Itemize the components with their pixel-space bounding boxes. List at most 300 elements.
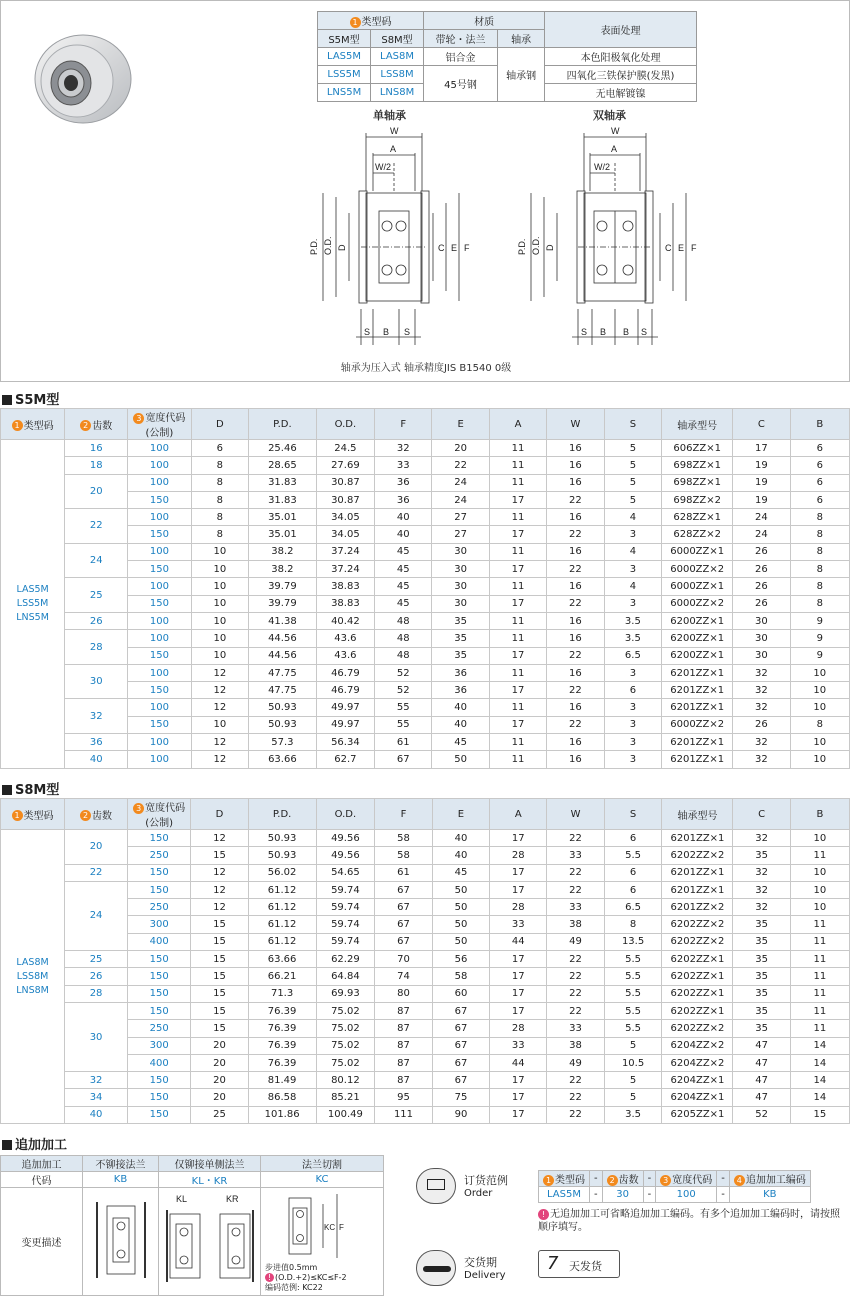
table-cell: 44 (490, 933, 547, 950)
table-cell: 86.58 (248, 1089, 316, 1106)
table-row (1, 509, 850, 526)
table-cell: 16 (547, 578, 604, 595)
table-cell: 6201ZZ×1 (662, 830, 733, 847)
table-cell: 63.66 (248, 951, 316, 968)
table-cell: 30.87 (316, 491, 374, 508)
col-header: S (604, 799, 662, 830)
teeth-cell: 34 (65, 1089, 128, 1106)
table-cell: 250 (128, 899, 191, 916)
table-cell: 4 (604, 509, 662, 526)
table-cell: 26 (733, 543, 790, 560)
table-cell: 3.5 (604, 612, 662, 629)
table-cell: 100 (128, 474, 191, 491)
table-cell: 606ZZ×1 (662, 440, 733, 457)
table-cell: 38.2 (249, 543, 317, 560)
table-cell: 87 (375, 1054, 433, 1071)
col-header: 轴承型号 (662, 799, 733, 830)
table-cell: 628ZZ×2 (662, 526, 733, 543)
table-cell: 6201ZZ×1 (662, 664, 733, 681)
table-cell: 87 (375, 1002, 433, 1019)
table-cell: 67 (432, 1054, 489, 1071)
table-cell: 28 (490, 1020, 547, 1037)
table-cell: 50.93 (249, 716, 317, 733)
table-cell: 76.39 (248, 1054, 316, 1071)
type-code-cell: LAS5M LSS5M LNS5M (1, 440, 65, 769)
table-cell: 150 (128, 968, 191, 985)
col-header: E (432, 799, 489, 830)
table-cell: 36 (432, 664, 489, 681)
table-cell: 100 (128, 734, 191, 751)
table-cell: 40.42 (316, 612, 374, 629)
table-cell: 15 (191, 985, 248, 1002)
table-cell: 75 (432, 1089, 489, 1106)
table-cell: 35 (432, 647, 489, 664)
teeth-cell: 40 (65, 751, 128, 768)
table-cell: 47 (733, 1072, 790, 1089)
table-cell: 66.21 (248, 968, 316, 985)
teeth-cell: 25 (65, 951, 128, 968)
table-cell: 16 (547, 440, 604, 457)
table-cell: 45 (375, 543, 432, 560)
table-cell: 30 (432, 578, 489, 595)
table-cell: 10 (191, 716, 248, 733)
table-row (1, 1072, 850, 1089)
table-cell: 49 (547, 1054, 604, 1071)
table-cell: 61.12 (248, 881, 316, 898)
svg-text:D: D (545, 244, 555, 251)
table-cell: 38 (547, 916, 604, 933)
table-cell: 150 (128, 526, 191, 543)
svg-text:E: E (451, 243, 458, 253)
table-cell: 100 (128, 664, 191, 681)
svg-text:P.D.: P.D. (517, 238, 527, 255)
table-cell: 17 (490, 1002, 547, 1019)
table-cell: 15 (191, 951, 248, 968)
table-cell: 150 (128, 1002, 191, 1019)
table-cell: 76.39 (248, 1002, 316, 1019)
table-cell: 16 (547, 630, 604, 647)
table-row (1, 578, 850, 595)
table-row (1, 630, 850, 647)
table-cell: 5.5 (604, 847, 662, 864)
table-cell: 67 (375, 916, 433, 933)
table-cell: 3 (604, 526, 662, 543)
col-header: C (733, 409, 790, 440)
table-cell: 16 (547, 751, 604, 768)
table-cell: 47 (733, 1054, 790, 1071)
table-cell: 8 (191, 526, 248, 543)
table-cell: 3 (604, 734, 662, 751)
table-row (1, 543, 850, 560)
material-table: 1 类型码 材质 表面处理 S5M型 S8M型 带轮・法兰 轴承 LAS5M LAS8M 铝合金 轴承钢 本色阳极氧化处理 LSS5M LSS8M 45号钢 四氧化三铁保护膜(发黑) LNS5M LNS8M 无电解镀镍 (317, 11, 697, 102)
table-cell: 17 (489, 561, 546, 578)
table-cell: 55 (375, 716, 432, 733)
table-cell: 45 (375, 578, 432, 595)
table-cell: 150 (128, 647, 191, 664)
svg-text:F: F (464, 243, 470, 253)
table-cell: 16 (547, 457, 604, 474)
table-row (1, 561, 850, 578)
table-cell: 43.6 (316, 630, 374, 647)
table-cell: 100 (128, 751, 191, 768)
table-cell: 9 (790, 612, 849, 629)
table-cell: 22 (547, 595, 604, 612)
order-label: 订货范例 (464, 1174, 508, 1187)
table-cell: 61.12 (248, 899, 316, 916)
table-cell: 17 (489, 526, 546, 543)
double-bearing-drawing (516, 123, 706, 355)
table-cell: 36 (375, 474, 432, 491)
table-cell: 11 (790, 933, 849, 950)
table-cell: 52 (375, 664, 432, 681)
table-cell: 35 (733, 951, 790, 968)
table-cell: 17 (490, 1106, 547, 1123)
col-header: 1 类型码 (1, 799, 65, 830)
table-cell: 10 (790, 751, 849, 768)
table-cell: 81.49 (248, 1072, 316, 1089)
table-cell: 6200ZZ×1 (662, 612, 733, 629)
table-cell: 46.79 (316, 682, 374, 699)
table-cell: 22 (547, 830, 604, 847)
table-cell: 698ZZ×1 (662, 474, 733, 491)
kb-drawing (83, 1188, 159, 1296)
svg-text:F: F (691, 243, 697, 253)
table-cell: 11 (489, 578, 546, 595)
delivery-label: 交货期 (464, 1256, 497, 1269)
col-header: A (489, 409, 546, 440)
table-cell: 30 (733, 647, 790, 664)
table-cell: 100 (128, 630, 191, 647)
table-cell: 59.74 (316, 899, 375, 916)
col-header: O.D. (316, 799, 375, 830)
table-cell: 6 (604, 881, 662, 898)
table-cell: 35.01 (249, 526, 317, 543)
table-cell: 45 (375, 561, 432, 578)
table-cell: 87 (375, 1020, 433, 1037)
table-cell: 50 (432, 751, 489, 768)
table-cell: 40 (432, 716, 489, 733)
table-cell: 47 (733, 1089, 790, 1106)
table-cell: 49.56 (316, 830, 375, 847)
table-cell: 9 (790, 630, 849, 647)
table-row (1, 440, 850, 457)
table-cell: 14 (790, 1054, 849, 1071)
svg-text:KC: KC (324, 1223, 336, 1232)
table-cell: 5.5 (604, 1002, 662, 1019)
table-cell: 85.21 (316, 1089, 375, 1106)
table-cell: 57.3 (249, 734, 317, 751)
col-header: D (191, 799, 248, 830)
table-cell: 3 (604, 664, 662, 681)
table-cell: 45 (432, 864, 489, 881)
table-cell: 6 (604, 864, 662, 881)
table-cell: 6 (191, 440, 248, 457)
table-cell: 27 (432, 526, 489, 543)
table-cell: 15 (191, 847, 248, 864)
table-cell: 14 (790, 1089, 849, 1106)
table-cell: 150 (128, 716, 191, 733)
table-cell: 37.24 (316, 561, 374, 578)
svg-text:D: D (337, 244, 347, 251)
table-cell: 16 (547, 543, 604, 560)
table-row (1, 1106, 850, 1123)
single-bearing-title: 单轴承 (373, 109, 406, 122)
table-cell: 20 (191, 1072, 248, 1089)
table-row (1, 682, 850, 699)
table-cell: 32 (733, 682, 790, 699)
table-cell: 30 (733, 612, 790, 629)
table-cell: 5 (604, 440, 662, 457)
table-cell: 10 (790, 830, 849, 847)
table-cell: 34.05 (316, 509, 374, 526)
table-cell: 22 (547, 491, 604, 508)
table-cell: 6 (604, 830, 662, 847)
table-cell: 22 (547, 716, 604, 733)
table-cell: 90 (432, 1106, 489, 1123)
table-cell: 80 (375, 985, 433, 1002)
table-cell: 3 (604, 699, 662, 716)
bearing-note: 轴承为压入式 轴承精度JIS B1540 0级 (340, 363, 512, 374)
table-cell: 100 (128, 699, 191, 716)
table-cell: 6201ZZ×1 (662, 682, 733, 699)
table-cell: 300 (128, 916, 191, 933)
table-cell: 95 (375, 1089, 433, 1106)
table-cell: 35 (733, 968, 790, 985)
table-cell: 30 (733, 630, 790, 647)
table-cell: 32 (733, 864, 790, 881)
table-cell: 17 (490, 1089, 547, 1106)
table-cell: 12 (191, 734, 248, 751)
table-cell: 9 (790, 647, 849, 664)
table-cell: 5 (604, 474, 662, 491)
table-cell: 11 (489, 457, 546, 474)
table-cell: 10 (191, 561, 248, 578)
table-cell: 50.93 (248, 847, 316, 864)
table-cell: 22 (547, 682, 604, 699)
svg-text:E: E (678, 243, 685, 253)
table-cell: 150 (128, 491, 191, 508)
table-cell: 11 (790, 1020, 849, 1037)
table-row (1, 881, 850, 898)
table-cell: 6000ZZ×1 (662, 543, 733, 560)
table-cell: 67 (375, 899, 433, 916)
pulley-product-image (23, 27, 133, 127)
table-cell: 100 (128, 457, 191, 474)
table-cell: 22 (547, 561, 604, 578)
table-cell: 22 (547, 985, 604, 1002)
svg-text:W/2: W/2 (375, 162, 392, 172)
table-cell: 35 (733, 933, 790, 950)
table-cell: 10 (790, 699, 849, 716)
table-cell: 67 (432, 1002, 489, 1019)
table-cell: 24 (432, 491, 489, 508)
table-cell: 16 (547, 474, 604, 491)
table-cell: 3 (604, 751, 662, 768)
table-cell: 50 (432, 933, 489, 950)
table-cell: 6202ZZ×1 (662, 951, 733, 968)
table-cell: 11 (790, 1002, 849, 1019)
table-cell: 63.66 (249, 751, 317, 768)
table-cell: 33 (547, 899, 604, 916)
table-cell: 48 (375, 630, 432, 647)
svg-text:W: W (611, 126, 620, 136)
s5m-table (0, 408, 850, 769)
kc-cell (261, 1188, 384, 1296)
table-cell: 38.2 (249, 561, 317, 578)
table-cell: 76.39 (248, 1037, 316, 1054)
table-cell: 6202ZZ×2 (662, 847, 733, 864)
table-cell: 6.5 (604, 899, 662, 916)
table-cell: 250 (128, 1020, 191, 1037)
table-cell: 40 (432, 847, 489, 864)
spec-panel (0, 0, 850, 382)
table-cell: 87 (375, 1072, 433, 1089)
svg-text:A: A (390, 144, 397, 154)
table-cell: 6204ZZ×1 (662, 1072, 733, 1089)
col-header: 3 宽度代码 (公制) (128, 799, 191, 830)
svg-text:KL: KL (175, 1194, 187, 1204)
table-cell: 6 (790, 440, 849, 457)
svg-text:KR: KR (225, 1194, 239, 1204)
table-cell: 6 (604, 682, 662, 699)
table-cell: 6201ZZ×1 (662, 734, 733, 751)
col-header: B (790, 409, 849, 440)
table-cell: 22 (547, 526, 604, 543)
table-cell: 71.3 (248, 985, 316, 1002)
table-cell: 11 (489, 474, 546, 491)
table-cell: 6000ZZ×2 (662, 561, 733, 578)
table-cell: 37.24 (316, 543, 374, 560)
table-cell: 61.12 (248, 916, 316, 933)
table-cell: 11 (489, 699, 546, 716)
svg-text:C: C (665, 243, 672, 253)
table-cell: 11 (489, 440, 546, 457)
teeth-cell: 18 (65, 457, 128, 474)
table-cell: 11 (790, 916, 849, 933)
table-cell: 4 (604, 578, 662, 595)
teeth-cell: 22 (65, 864, 128, 881)
table-cell: 22 (547, 647, 604, 664)
table-cell: 12 (191, 864, 248, 881)
table-cell: 6000ZZ×2 (662, 716, 733, 733)
table-row (1, 847, 850, 864)
table-cell: 20 (191, 1054, 248, 1071)
teeth-cell: 32 (65, 1072, 128, 1089)
col-header: 1 类型码 (1, 409, 65, 440)
table-cell: 6202ZZ×1 (662, 1002, 733, 1019)
table-cell: 100.49 (316, 1106, 375, 1123)
table-cell: 19 (733, 474, 790, 491)
table-cell: 150 (128, 985, 191, 1002)
table-cell: 5.5 (604, 951, 662, 968)
table-cell: 24 (733, 509, 790, 526)
table-cell: 47.75 (249, 682, 317, 699)
table-cell: 50.93 (249, 699, 317, 716)
table-cell: 3.5 (604, 1106, 662, 1123)
airplane-icon (416, 1250, 456, 1286)
table-cell: 24 (733, 526, 790, 543)
table-cell: 150 (128, 830, 191, 847)
table-cell: 22 (547, 951, 604, 968)
table-cell: 111 (375, 1106, 433, 1123)
kc-step-note: 步进值0.5mm (265, 1263, 318, 1272)
col-header: 轴承型号 (662, 409, 733, 440)
table-cell: 150 (128, 1089, 191, 1106)
table-cell: 10 (191, 578, 248, 595)
teeth-cell: 16 (65, 440, 128, 457)
table-cell: 6200ZZ×1 (662, 630, 733, 647)
table-cell: 8 (790, 578, 849, 595)
table-cell: 6204ZZ×2 (662, 1054, 733, 1071)
table-cell: 76.39 (248, 1020, 316, 1037)
table-row (1, 985, 850, 1002)
table-cell: 47 (733, 1037, 790, 1054)
svg-text:S: S (581, 327, 588, 337)
table-cell: 5 (604, 1072, 662, 1089)
table-cell: 17 (490, 881, 547, 898)
table-cell: 80.12 (316, 1072, 375, 1089)
table-cell: 10 (790, 864, 849, 881)
col-header: P.D. (248, 799, 316, 830)
table-cell: 17 (489, 491, 546, 508)
table-cell: 16 (547, 699, 604, 716)
table-cell: 47.75 (249, 664, 317, 681)
table-cell: 100 (128, 578, 191, 595)
table-cell: 6205ZZ×1 (662, 1106, 733, 1123)
svg-text:O.D.: O.D. (323, 236, 333, 255)
table-cell: 38.83 (316, 595, 374, 612)
table-cell: 67 (375, 881, 433, 898)
table-cell: 49.56 (316, 847, 375, 864)
table-cell: 26 (733, 578, 790, 595)
table-cell: 48 (375, 647, 432, 664)
col-header: 2 齿数 (65, 799, 128, 830)
teeth-cell: 24 (65, 881, 128, 950)
table-cell: 3 (604, 561, 662, 578)
cart-icon (416, 1168, 456, 1204)
table-cell: 26 (733, 561, 790, 578)
table-cell: 38.83 (316, 578, 374, 595)
table-cell: 6 (790, 491, 849, 508)
table-cell: 49.97 (316, 716, 374, 733)
table-cell: 33 (490, 916, 547, 933)
table-cell: 6200ZZ×1 (662, 647, 733, 664)
col-header: P.D. (249, 409, 317, 440)
table-cell: 101.86 (248, 1106, 316, 1123)
table-cell: 56 (432, 951, 489, 968)
table-cell: 16 (547, 734, 604, 751)
table-cell: 41.38 (249, 612, 317, 629)
table-cell: 5.5 (604, 968, 662, 985)
table-cell: 15 (191, 933, 248, 950)
teeth-cell: 36 (65, 734, 128, 751)
table-cell: 35 (733, 916, 790, 933)
order-area (416, 1168, 848, 1295)
table-cell: 17 (489, 682, 546, 699)
table-cell: 150 (128, 1072, 191, 1089)
table-cell: 35 (733, 1020, 790, 1037)
table-cell: 61.12 (248, 933, 316, 950)
table-cell: 5 (604, 1089, 662, 1106)
table-cell: 17 (490, 864, 547, 881)
table-cell: 12 (191, 899, 248, 916)
table-cell: 11 (790, 968, 849, 985)
table-cell: 50.93 (248, 830, 316, 847)
table-cell: 6201ZZ×1 (662, 881, 733, 898)
table-cell: 17 (490, 951, 547, 968)
col-header: E (432, 409, 489, 440)
table-cell: 30.87 (316, 474, 374, 491)
